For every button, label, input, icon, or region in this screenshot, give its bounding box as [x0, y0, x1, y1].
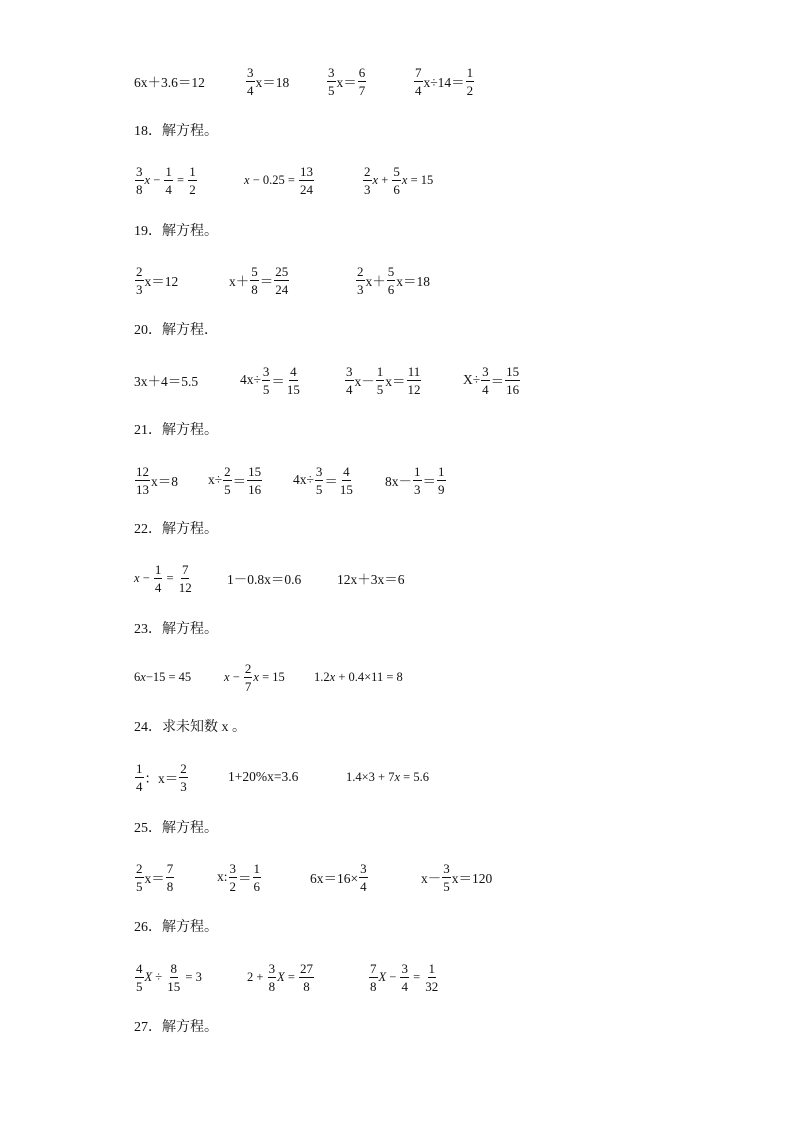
fraction-numerator: 2 — [364, 163, 371, 179]
fraction-denominator: 6 — [253, 878, 261, 894]
equation-text: − — [386, 969, 400, 984]
equation-row — [0, 460, 794, 500]
fraction — [229, 861, 238, 894]
equation-text: − — [139, 570, 153, 585]
equation-row — [0, 957, 794, 997]
equation-text: x — [329, 669, 336, 684]
fraction-denominator: 8 — [136, 181, 143, 197]
equation — [385, 460, 447, 500]
equation-text: 2 + — [247, 969, 267, 984]
fraction — [262, 364, 271, 397]
question-heading: 22．解方程。 — [134, 522, 218, 537]
fraction-numerator: 2 — [136, 860, 143, 876]
equation — [344, 360, 423, 400]
fraction-numerator: 7 — [370, 960, 377, 976]
fraction — [135, 761, 144, 794]
fraction-numerator: 5 — [251, 263, 258, 279]
equation — [244, 160, 315, 200]
fraction-denominator: 4 — [136, 778, 143, 794]
equation — [224, 657, 285, 697]
fraction-numerator: 13 — [300, 163, 314, 179]
fraction-denominator: 8 — [251, 281, 258, 297]
equation-row — [0, 757, 794, 797]
fraction-numerator: 1 — [414, 463, 421, 479]
fraction — [392, 164, 401, 197]
equation-text: − — [229, 669, 243, 684]
fraction — [164, 164, 173, 197]
fraction-numerator: 3 — [482, 363, 489, 379]
equation — [134, 857, 175, 897]
equation — [134, 757, 189, 797]
equation-text: ＝ — [259, 274, 274, 289]
fraction — [315, 464, 324, 497]
equation-text: ÷ — [152, 969, 166, 984]
fraction — [299, 164, 314, 197]
equation-text: x — [244, 172, 250, 187]
equation-text: 1－0.8x＝0.6 — [227, 572, 302, 587]
fraction-denominator: 24 — [300, 181, 314, 197]
fraction — [253, 861, 262, 894]
fraction-denominator: 13 — [136, 481, 149, 497]
fraction-numerator: 3 — [315, 463, 323, 479]
equation — [346, 757, 429, 797]
equation-text: ＝ — [324, 474, 338, 489]
fraction — [339, 464, 354, 497]
equation — [134, 957, 202, 997]
equation — [134, 260, 178, 300]
equation-row — [0, 558, 794, 598]
fraction-numerator: 3 — [360, 860, 367, 876]
fraction-denominator: 15 — [339, 481, 353, 497]
equation — [413, 61, 475, 101]
fraction-denominator: 2 — [229, 878, 237, 894]
equation-text: x＝ — [144, 871, 165, 886]
question-heading: 24．求未知数 x 。 — [134, 720, 246, 735]
fraction-denominator: 8 — [370, 978, 377, 994]
equation — [229, 260, 290, 300]
equation-text: x — [253, 669, 259, 684]
equation-text: X — [277, 969, 285, 984]
fraction-denominator: 6 — [393, 181, 400, 197]
fraction-numerator: 3 — [247, 64, 254, 80]
equation-text: = 5.6 — [400, 769, 429, 784]
fraction — [400, 961, 409, 994]
equation-text: x — [372, 172, 379, 187]
fraction — [327, 65, 336, 98]
fraction — [466, 65, 475, 98]
fraction — [166, 861, 175, 894]
equation-text: x÷ — [208, 472, 223, 487]
fraction-numerator: 3 — [268, 960, 276, 976]
equation-text: = — [173, 172, 188, 187]
equation-text: x — [134, 570, 140, 585]
equation-text: ＝ — [238, 871, 252, 886]
fraction-numerator: 6 — [358, 64, 366, 80]
equation-text: ＝ — [490, 374, 505, 389]
equation-text: 6 — [134, 669, 141, 684]
equation — [134, 360, 198, 400]
equation — [134, 160, 198, 200]
equation-text: x — [140, 669, 146, 684]
fraction-denominator: 24 — [275, 281, 289, 297]
fraction-numerator: 3 — [229, 860, 237, 876]
fraction — [135, 264, 144, 297]
equation — [314, 657, 403, 697]
equation-row — [0, 360, 794, 400]
equation — [134, 657, 191, 697]
fraction — [135, 164, 144, 197]
fraction-numerator: 3 — [401, 960, 408, 976]
fraction — [246, 65, 255, 98]
equation-text: x — [224, 669, 230, 684]
equation-text: − 0.25 = — [249, 172, 299, 187]
fraction-numerator: 4 — [290, 363, 297, 379]
equation-text: − — [150, 172, 164, 187]
equation-text: x＝ — [336, 75, 357, 90]
fraction-numerator: 3 — [136, 163, 143, 179]
equation-text: x — [394, 769, 401, 784]
fraction-denominator: 5 — [136, 978, 143, 994]
equation-text: x＝18 — [255, 75, 290, 90]
fraction — [135, 861, 144, 894]
fraction-numerator: 5 — [393, 163, 400, 179]
fraction — [299, 961, 314, 994]
fraction — [166, 961, 181, 994]
fraction — [154, 562, 163, 595]
equation — [227, 558, 301, 598]
fraction-denominator: 15 — [167, 978, 181, 994]
equation-text: x — [401, 172, 408, 187]
fraction-denominator: 4 — [154, 579, 162, 595]
fraction-numerator: 1 — [136, 760, 143, 776]
equation-text: x＝120 — [451, 871, 493, 886]
equation-text: + — [378, 172, 392, 187]
fraction-denominator: 2 — [189, 181, 196, 197]
fraction — [414, 65, 423, 98]
equation-text: = — [284, 969, 299, 984]
fraction-denominator: 4 — [346, 381, 353, 397]
equation-text: 6x＝16× — [310, 871, 359, 886]
fraction-denominator: 5 — [136, 878, 143, 894]
equation-text: ＝ — [232, 474, 247, 489]
fraction-denominator: 32 — [425, 978, 439, 994]
equation-text: x÷14＝ — [423, 75, 465, 90]
equation-text: = 15 — [407, 172, 434, 187]
fraction-numerator: 1 — [466, 64, 474, 80]
equation-text: = 3 — [182, 969, 202, 984]
fraction-denominator: 4 — [401, 978, 408, 994]
fraction-denominator: 3 — [414, 481, 421, 497]
fraction-denominator: 4 — [415, 82, 422, 98]
equation-row — [0, 857, 794, 897]
fraction-numerator: 4 — [343, 463, 350, 479]
equation — [247, 957, 315, 997]
fraction — [274, 264, 289, 297]
question-heading: 23．解方程。 — [134, 622, 218, 637]
fraction-numerator: 2 — [136, 263, 143, 279]
fraction — [135, 961, 144, 994]
fraction-numerator: 1 — [189, 163, 196, 179]
fraction — [223, 464, 232, 497]
equation — [355, 260, 430, 300]
equation — [134, 460, 178, 500]
fraction-denominator: 4 — [165, 181, 172, 197]
equation-text: 1+20%x=3.6 — [228, 769, 299, 784]
fraction-numerator: 1 — [253, 860, 261, 876]
fraction-denominator: 5 — [315, 481, 323, 497]
equation-text: x＝12 — [144, 274, 179, 289]
equation — [240, 360, 302, 400]
equation-text: + 0.4×11 = 8 — [335, 669, 403, 684]
fraction-numerator: 11 — [407, 363, 421, 379]
fraction-numerator: 2 — [180, 760, 187, 776]
fraction-numerator: 7 — [181, 561, 189, 577]
fraction-denominator: 4 — [360, 878, 367, 894]
equation — [208, 460, 263, 500]
question-heading: 27．解方程。 — [134, 1020, 218, 1035]
fraction — [359, 861, 368, 894]
fraction-denominator: 3 — [364, 181, 371, 197]
equation-row — [0, 61, 794, 101]
fraction-numerator: 1 — [438, 463, 445, 479]
fraction-denominator: 12 — [407, 381, 421, 397]
fraction-numerator: 1 — [165, 163, 172, 179]
fraction — [424, 961, 439, 994]
fraction-numerator: 3 — [443, 860, 450, 876]
question-heading: 19．解方程。 — [134, 224, 218, 239]
fraction-denominator: 8 — [303, 978, 310, 994]
equation — [134, 558, 194, 598]
fraction-denominator: 3 — [180, 778, 187, 794]
fraction-numerator: 5 — [387, 263, 395, 279]
fraction — [481, 364, 490, 397]
equation-text: X — [144, 969, 153, 984]
equation-text: = 15 — [258, 669, 285, 684]
equation — [245, 61, 289, 101]
fraction — [179, 761, 188, 794]
fraction — [413, 464, 422, 497]
fraction-numerator: 15 — [248, 463, 262, 479]
equation-text: x＋ — [365, 274, 386, 289]
fraction-denominator: 3 — [357, 281, 364, 297]
equation-row — [0, 260, 794, 300]
equation — [368, 957, 440, 997]
equation-text: = — [163, 570, 177, 585]
fraction-numerator: 7 — [415, 64, 422, 80]
question-heading: 25．解方程。 — [134, 821, 218, 836]
equation-text: 6x＋3.6＝12 — [134, 75, 205, 90]
question-heading: 26．解方程。 — [134, 920, 218, 935]
fraction — [345, 364, 354, 397]
fraction-numerator: 15 — [506, 363, 520, 379]
fraction — [376, 364, 385, 397]
fraction-denominator: 9 — [438, 481, 445, 497]
equation-text: 4x÷ — [293, 472, 314, 487]
fraction-numerator: 2 — [357, 263, 364, 279]
fraction-numerator: 2 — [244, 660, 252, 676]
fraction-denominator: 3 — [136, 281, 143, 297]
fraction — [369, 961, 378, 994]
fraction-numerator: 3 — [328, 64, 335, 80]
equation-text: 8x－ — [385, 474, 412, 489]
fraction — [356, 264, 365, 297]
fraction-numerator: 7 — [166, 860, 174, 876]
fraction-denominator: 7 — [244, 678, 252, 694]
fraction-numerator: 4 — [136, 960, 143, 976]
fraction-denominator: 4 — [482, 381, 489, 397]
equation-text: ：x＝ — [144, 771, 179, 786]
fraction-denominator: 16 — [248, 481, 262, 497]
fraction — [358, 65, 367, 98]
equation-text: X÷ — [463, 372, 481, 387]
equation — [310, 857, 369, 897]
equation-text: x＝ — [385, 374, 406, 389]
equation — [293, 460, 355, 500]
fraction-numerator: 3 — [262, 363, 270, 379]
fraction-denominator: 5 — [443, 878, 450, 894]
equation-text: 4x÷ — [240, 372, 261, 387]
fraction-numerator: 8 — [170, 960, 178, 976]
fraction-numerator: 2 — [224, 463, 231, 479]
equation-text: 1.2 — [314, 669, 330, 684]
equation-text: ＝ — [271, 374, 285, 389]
question-heading: 20．解方程． — [134, 323, 218, 338]
equation-text: −15 = 45 — [145, 669, 192, 684]
equation — [421, 857, 492, 897]
equation — [337, 558, 405, 598]
equation-text: 1.4×3 + 7 — [346, 769, 395, 784]
fraction-denominator: 8 — [268, 978, 276, 994]
fraction — [387, 264, 396, 297]
fraction-denominator: 5 — [262, 381, 270, 397]
equation-text: ＝ — [422, 474, 436, 489]
fraction — [135, 464, 150, 497]
fraction — [407, 364, 422, 397]
equation — [228, 757, 298, 797]
fraction-numerator: 1 — [154, 561, 162, 577]
equation — [217, 857, 262, 897]
equation — [326, 61, 367, 101]
equation-text: x－ — [354, 374, 375, 389]
fraction — [442, 861, 451, 894]
question-heading: 18．解方程。 — [134, 124, 218, 139]
fraction — [505, 364, 520, 397]
fraction-denominator: 6 — [387, 281, 395, 297]
fraction-numerator: 3 — [346, 363, 353, 379]
equation — [362, 160, 433, 200]
fraction-numerator: 1 — [428, 960, 436, 976]
fraction-numerator: 25 — [275, 263, 289, 279]
fraction-denominator: 5 — [224, 481, 231, 497]
fraction-denominator: 15 — [286, 381, 300, 397]
fraction — [286, 364, 301, 397]
equation-row — [0, 160, 794, 200]
equation-text: x: — [217, 869, 228, 884]
fraction-numerator: 27 — [300, 960, 314, 976]
fraction-denominator: 16 — [506, 381, 520, 397]
question-heading: 21．解方程。 — [134, 423, 218, 438]
equation — [134, 61, 205, 101]
fraction-denominator: 5 — [376, 381, 384, 397]
equation-text: 3x＋4＝5.5 — [134, 374, 199, 389]
fraction — [268, 961, 277, 994]
equation-row — [0, 657, 794, 697]
equation-text: x＝8 — [151, 474, 178, 489]
fraction — [250, 264, 259, 297]
equation-text: x — [144, 172, 151, 187]
fraction-denominator: 4 — [247, 82, 254, 98]
fraction — [247, 464, 262, 497]
fraction-denominator: 2 — [466, 82, 474, 98]
equation-text: x＋ — [229, 274, 250, 289]
equation-text: X — [378, 969, 387, 984]
fraction — [244, 661, 253, 694]
fraction-numerator: 1 — [376, 363, 384, 379]
fraction — [363, 164, 372, 197]
fraction-denominator: 12 — [178, 579, 192, 595]
equation — [463, 360, 521, 400]
fraction-denominator: 7 — [358, 82, 366, 98]
fraction — [178, 562, 193, 595]
equation-text: x－ — [421, 871, 442, 886]
equation-text: = — [409, 969, 424, 984]
fraction — [437, 464, 446, 497]
fraction-numerator: 12 — [136, 463, 149, 479]
fraction-denominator: 5 — [328, 82, 335, 98]
equation-text: x＝18 — [396, 274, 430, 289]
fraction-denominator: 8 — [166, 878, 174, 894]
fraction — [188, 164, 197, 197]
equation-text: 12x＋3x＝6 — [337, 572, 405, 587]
